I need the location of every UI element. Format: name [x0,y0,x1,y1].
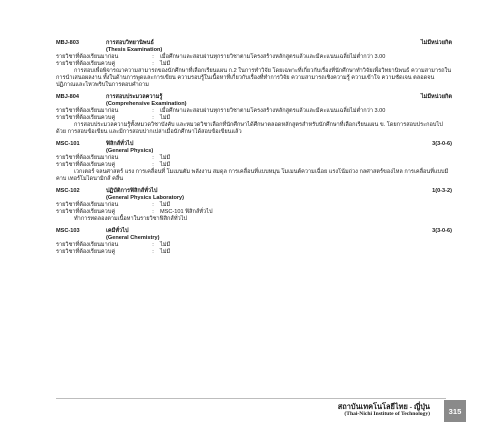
colon: : [152,108,154,114]
colon: : [152,61,154,67]
corequisite-label: รายวิชาที่ต้องเรียนควบคู่ [56,61,116,67]
course-credit: 3(3-0-6) [432,228,452,234]
colon: : [152,209,154,215]
institute-name [338,402,430,418]
prerequisite-label: รายวิชาที่ต้องเรียนมาก่อน [56,242,119,248]
course-description: การสอบประมวลความรู้ทั้งหมวดวิชาบังคับ และหมวดวิชาเลือกที่นักศึกษาได้ศึกษาตลอดหลักสูตรสำหรับนักศึกษาที่เลือกเรียนแผน ข. โดยการสอบประกอบไปด้วย การสอบข้อเขียน และมีการสอบปากเปล่าเมื่อนักศึกษาได้สอบข้อเขียนแล้ว [56,122,443,135]
course-code: MSC-102 [56,188,80,194]
colon: : [152,202,154,208]
course-header [56,228,452,235]
course-header [56,188,452,195]
corequisite-value: ไม่มี [160,115,171,121]
course-mbj-804 [56,94,452,136]
prerequisite-label: รายวิชาที่ต้องเรียนมาก่อน [56,202,119,208]
prerequisite-label: รายวิชาที่ต้องเรียนมาก่อน [56,108,119,114]
course-description: เวกเตอร์ จลนศาสตร์ แรง การเคลื่อนที่ โมเมนตัม พลังงาน สมดุล การเคลื่อนที่แบบหมุน โมเมนต์ความเฉื่อย แรงโน้มถ่วง กลศาสตร์ของไหล การเคลื่อนที่แบบมีคาบ เทอร์โมไดนามิกส์ คลื่น [56,169,449,182]
course-name-en: (Comprehensive Examination) [106,101,187,107]
colon: : [152,54,154,60]
prerequisite-value: ไม่มี [160,242,171,248]
institute-name-th: สถาบันเทคโนโลยีไทย - ญี่ปุ่น [337,402,430,411]
corequisite-value: MSC-101 ฟิสิกส์ทั่วไป [160,209,213,215]
course-name-en: (Thesis Examination) [106,47,163,53]
corequisite-row [56,162,452,169]
prerequisite-row [56,155,452,162]
corequisite-value: ไม่มี [160,162,171,168]
prerequisite-row [56,202,452,209]
course-msc-103 [56,228,452,256]
colon: : [152,162,154,168]
course-msc-102 [56,188,452,223]
prerequisite-row [56,108,452,115]
course-msc-101 [56,141,452,183]
course-credit: 1(0-3-2) [432,188,452,194]
prerequisite-label: รายวิชาที่ต้องเรียนมาก่อน [56,54,119,60]
corequisite-label: รายวิชาที่ต้องเรียนควบคู่ [56,209,116,215]
colon: : [152,249,154,255]
footer-divider [56,398,446,399]
prerequisite-label: รายวิชาที่ต้องเรียนมาก่อน [56,155,119,161]
course-name-th: การสอบประมวลความรู้ [106,94,163,100]
corequisite-label: รายวิชาที่ต้องเรียนควบคู่ [56,249,116,255]
course-name-en: (General Chemistry) [106,235,160,241]
prerequisite-row [56,242,452,249]
course-name-th: ปฏิบัติการฟิสิกส์ทั่วไป [106,188,158,194]
colon: : [152,242,154,248]
course-mbj-803 [56,40,452,89]
course-code: MBJ-804 [56,94,80,100]
course-catalog-page [56,40,452,261]
institute-name-en: (Thai-Nichi Institute of Technology) [344,411,430,417]
corequisite-row [56,61,452,68]
course-credit: 3(3-0-6) [432,141,452,147]
corequisite-label: รายวิชาที่ต้องเรียนควบคู่ [56,115,116,121]
course-name-th: เคมีทั่วไป [106,228,129,234]
course-code: MSC-103 [56,228,80,234]
prerequisite-value: เมื่อศึกษาและสอบผ่านทุกรายวิชาตามโครงสร้างหลักสูตรแล้วและมีคะแนนเฉลี่ยไม่ต่ำกว่า 3.00 [160,54,386,60]
corequisite-row [56,115,452,122]
colon: : [152,115,154,121]
course-header [56,141,452,148]
prerequisite-value: ไม่มี [160,202,171,208]
course-name-th: ฟิสิกส์ทั่วไป [106,141,134,147]
course-credit: ไม่มีหน่วยกิต [420,40,452,46]
corequisite-value: ไม่มี [160,61,171,67]
course-name-th: การสอบวิทยานิพนธ์ [106,40,154,46]
course-code: MSC-101 [56,141,80,147]
course-name-en: (General Physics Laboratory) [106,195,185,201]
course-code: MBJ-803 [56,40,80,46]
colon: : [152,155,154,161]
page-footer [0,402,480,426]
corequisite-row [56,209,452,216]
prerequisite-row [56,54,452,61]
course-description: การสอบเพื่อพิจารณาความสามารถของนักศึกษาที่เลือกเรียนแผน ก.2 ในการทำวิจัย โดยเฉพาะที่เกี่ยวกับเรื่องที่นักศึกษาทำวิจัยเพื่อวิทยานิพนธ์ ความสามารถในการนำเสนอผลงาน ทั้งในด้านการพูดและการเขียน ความรอบรู้ในเนื้อหาที่เกี่ยวกับเรื่องที่ทำการวิจัย ความสามารถเชิงความรู้ ความเข้าใจ ความชัดเจน ตลอดจนปฏิภาณและไหวพริบในการตอบคำถาม [56,68,452,88]
prerequisite-value: เมื่อศึกษาและสอบผ่านทุกรายวิชาตามโครงสร้างหลักสูตรแล้วและมีคะแนนเฉลี่ยไม่ต่ำกว่า 3.00 [160,108,386,114]
course-name-en: (General Physics) [106,148,154,154]
course-credit: ไม่มีหน่วยกิต [420,94,452,100]
course-description: ทำการทดลองตามเนื้อหาในรายวิชาฟิสิกส์ทั่วไป [74,216,188,222]
corequisite-label: รายวิชาที่ต้องเรียนควบคู่ [56,162,116,168]
page-number: 315 [444,400,466,422]
course-header [56,94,452,101]
corequisite-value: ไม่มี [160,249,171,255]
corequisite-row [56,249,452,256]
course-header [56,40,452,47]
prerequisite-value: ไม่มี [160,155,171,161]
